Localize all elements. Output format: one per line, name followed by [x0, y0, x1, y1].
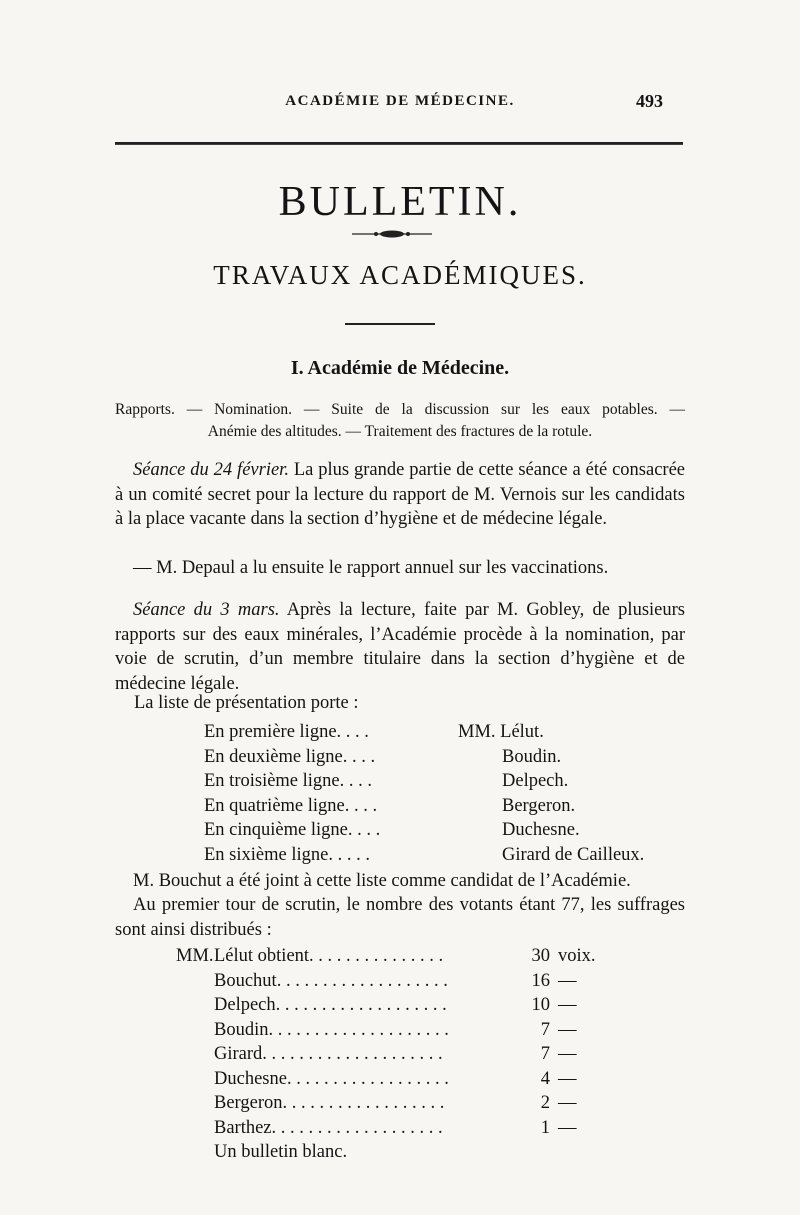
- section-title: TRAVAUX ACADÉMIQUES.: [213, 260, 587, 290]
- vote-unit: voix.: [558, 946, 596, 966]
- vote-name: Bergeron. . . . . . . . . . . . . . . . . .: [214, 1093, 445, 1113]
- vote-count: 2: [540, 1093, 550, 1113]
- presentation-intro: La liste de présentation porte :: [134, 693, 359, 713]
- vote-unit: —: [558, 995, 577, 1015]
- vote-row: [176, 1116, 596, 1141]
- presentation-name: Delpech.: [502, 771, 569, 791]
- paragraph-seance-24-fevrier: [115, 458, 685, 532]
- vote-unit: —: [558, 1044, 577, 1064]
- presentation-name: Duchesne.: [502, 820, 580, 840]
- bulletin-title: BULLETIN.: [278, 179, 522, 225]
- vote-unit: [550, 1140, 558, 1165]
- vote-unit: —: [558, 1117, 577, 1138]
- page-number: 493: [636, 91, 663, 111]
- vote-unit: —: [558, 1093, 577, 1113]
- presentation-rank: En deuxième ligne. . . .: [204, 746, 376, 767]
- vote-count: 7: [540, 1019, 550, 1040]
- vote-prefix: [176, 993, 214, 1018]
- presentation-name: MM. Lélut.: [458, 722, 544, 742]
- vote-count: 10: [531, 995, 550, 1015]
- running-head: ACADÉMIE DE MÉDECINE.: [285, 93, 515, 109]
- vote-row: [176, 969, 596, 994]
- presentation-row: [204, 769, 644, 794]
- paragraph-text: La plus grande partie de cette séance a été consacrée à un comité secret pour la lecture du rapport de M. Vernois sur les candidats à la place vacante dans la section d’hygiène et de médecine légale.: [115, 460, 686, 529]
- vote-prefix: [176, 1091, 214, 1116]
- presentation-name: Bergeron.: [502, 795, 576, 816]
- vote-unit: —: [558, 1019, 577, 1040]
- seance-date: Séance du 24 février.: [133, 460, 289, 480]
- vote-prefix: [176, 1042, 214, 1067]
- vote-row: [176, 1091, 596, 1116]
- vote-count: 30: [531, 946, 550, 966]
- presentation-row: [204, 745, 644, 770]
- presentation-row: [204, 843, 644, 868]
- presentation-rank: En troisième ligne. . . .: [204, 771, 373, 791]
- vote-prefix: MM.: [176, 946, 214, 966]
- paragraph-scrutin: [115, 893, 685, 942]
- presentation-name: Girard de Cailleux.: [502, 844, 645, 865]
- vote-name: Boudin. . . . . . . . . . . . . . . . . . . .: [214, 1019, 449, 1040]
- summary-line-1: Rapports. — Nomination. — Suite de la discussion sur les eaux potables. —: [115, 401, 685, 418]
- presentation-rank: En cinquième ligne. . . .: [204, 820, 381, 840]
- vote-name: Lélut obtient. . . . . . . . . . . . . . .: [214, 946, 444, 966]
- vote-unit: —: [558, 970, 577, 991]
- paragraph-text: Au premier tour de scrutin, le nombre des votants étant 77, les suffrages sont ainsi distribués :: [115, 895, 685, 940]
- paragraph-text: M. Bouchut a été joint à cette liste comme candidat de l’Académie.: [133, 871, 631, 891]
- vote-prefix: [176, 1116, 214, 1141]
- paragraph-text: Après la lecture, faite par M. Gobley, de plusieurs rapports sur des eaux minérales, l’Académie procède à la nomination, par voie de scrutin, d’un membre titulaire dans la section d’hygiène et de médecine légale.: [115, 600, 685, 694]
- presentation-list: [204, 720, 644, 867]
- summary-line-2: Anémie des altitudes. — Traitement des fractures de la rotule.: [207, 423, 593, 440]
- vote-row: [176, 944, 596, 969]
- ornament-divider: [352, 229, 432, 239]
- summary: [115, 399, 685, 443]
- vote-name: Duchesne. . . . . . . . . . . . . . . . . .: [214, 1068, 449, 1089]
- paragraph-depaul: [115, 556, 685, 581]
- vote-name: Un bulletin blanc.: [214, 1142, 348, 1162]
- presentation-row: [204, 720, 644, 745]
- seance-date: Séance du 3 mars.: [133, 600, 280, 620]
- subsection-title: I. Académie de Médecine.: [290, 357, 510, 379]
- vote-row: [176, 993, 596, 1018]
- vote-count: [526, 1140, 550, 1165]
- presentation-rank: En quatrième ligne. . . .: [204, 795, 378, 816]
- vote-count: 16: [531, 970, 550, 991]
- presentation-row: [204, 794, 644, 819]
- vote-count: 4: [540, 1068, 550, 1089]
- paragraph-seance-3-mars: [115, 598, 685, 696]
- paragraph-bouchut: [115, 869, 685, 894]
- vote-name: Delpech. . . . . . . . . . . . . . . . . . .: [214, 995, 447, 1015]
- vote-prefix: [176, 1067, 214, 1092]
- vote-results: [176, 944, 596, 1165]
- vote-row: [176, 1140, 596, 1165]
- vote-row: [176, 1042, 596, 1067]
- vote-prefix: [176, 1140, 214, 1165]
- vote-name: Barthez. . . . . . . . . . . . . . . . . . .: [214, 1117, 443, 1138]
- presentation-name: Boudin.: [502, 746, 562, 767]
- vote-prefix: [176, 1018, 214, 1043]
- section-rule: [345, 323, 435, 325]
- vote-row: [176, 1067, 596, 1092]
- vote-name: Bouchut. . . . . . . . . . . . . . . . . . .: [214, 970, 448, 991]
- presentation-row: [204, 818, 644, 843]
- vote-prefix: [176, 969, 214, 994]
- paragraph-text: — M. Depaul a lu ensuite le rapport annuel sur les vaccinations.: [133, 558, 609, 578]
- presentation-rank: En sixième ligne. . . . .: [204, 844, 370, 865]
- vote-row: [176, 1018, 596, 1043]
- vote-count: 1: [540, 1117, 550, 1138]
- presentation-rank: En première ligne. . . .: [204, 722, 369, 742]
- vote-name: Girard. . . . . . . . . . . . . . . . . . . .: [214, 1044, 443, 1064]
- vote-count: 7: [540, 1044, 550, 1064]
- vote-unit: —: [558, 1068, 577, 1089]
- header-rule: [115, 142, 683, 145]
